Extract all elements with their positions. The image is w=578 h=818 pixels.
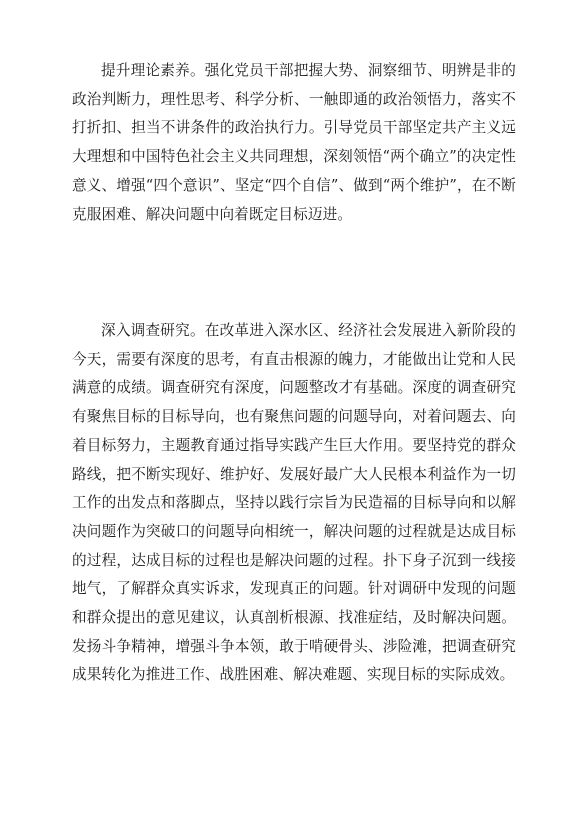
paragraph-investigation-research: 深入调查研究。在改革进入深水区、经济社会发展进入新阶段的今天，需要有深度的思考，有直击根源的魄力，才能做出让党和人民满意的成绩。调查研究有深度，问题整改才有基础。深度的调查研究有聚焦目标的目标导向，也有聚焦问题的问题导向，对着问题去、向着目标努力，主题教育通过指导实践产生巨大作用。要坚持党的群众路线，把不断实现好、维护好、发展好最广大人民根本利益作为一切工作的出发点和落脚点，坚持以践行宗旨为民造福的目标导向和以解决问题作为突破口的问题导向相统一，解决问题的过程就是达成目标的过程，达成目标的过程也是解决问题的过程。扑下身子沉到一线接地气，了解群众真实诉求，发现真正的问题。针对调研中发现的问题和群众提出的意见建议，认真剖析根源、找准症结，及时解决问题。发扬斗争精神，增强斗争本领，敢于啃硬骨头、涉险滩，把调查研究成果转化为推进工作、战胜困难、解决难题、实现目标的实际成效。 (72, 322, 516, 684)
paragraph-theory-literacy: 提升理论素养。强化党员干部把握大势、洞察细节、明辨是非的政治判断力，理性思考、科学分析、一触即通的政治领悟力，落实不打折扣、担当不讲条件的政治执行力。引导党员干部坚定共产主义远大理想和中国特色社会主义共同理想，深刻领悟“两个确立”的决定性意义、增强“四个意识”、坚定“四个自信”、做到“两个维护”，在不断克服困难、解决问题中向着既定目标迈进。 (72, 62, 516, 223)
